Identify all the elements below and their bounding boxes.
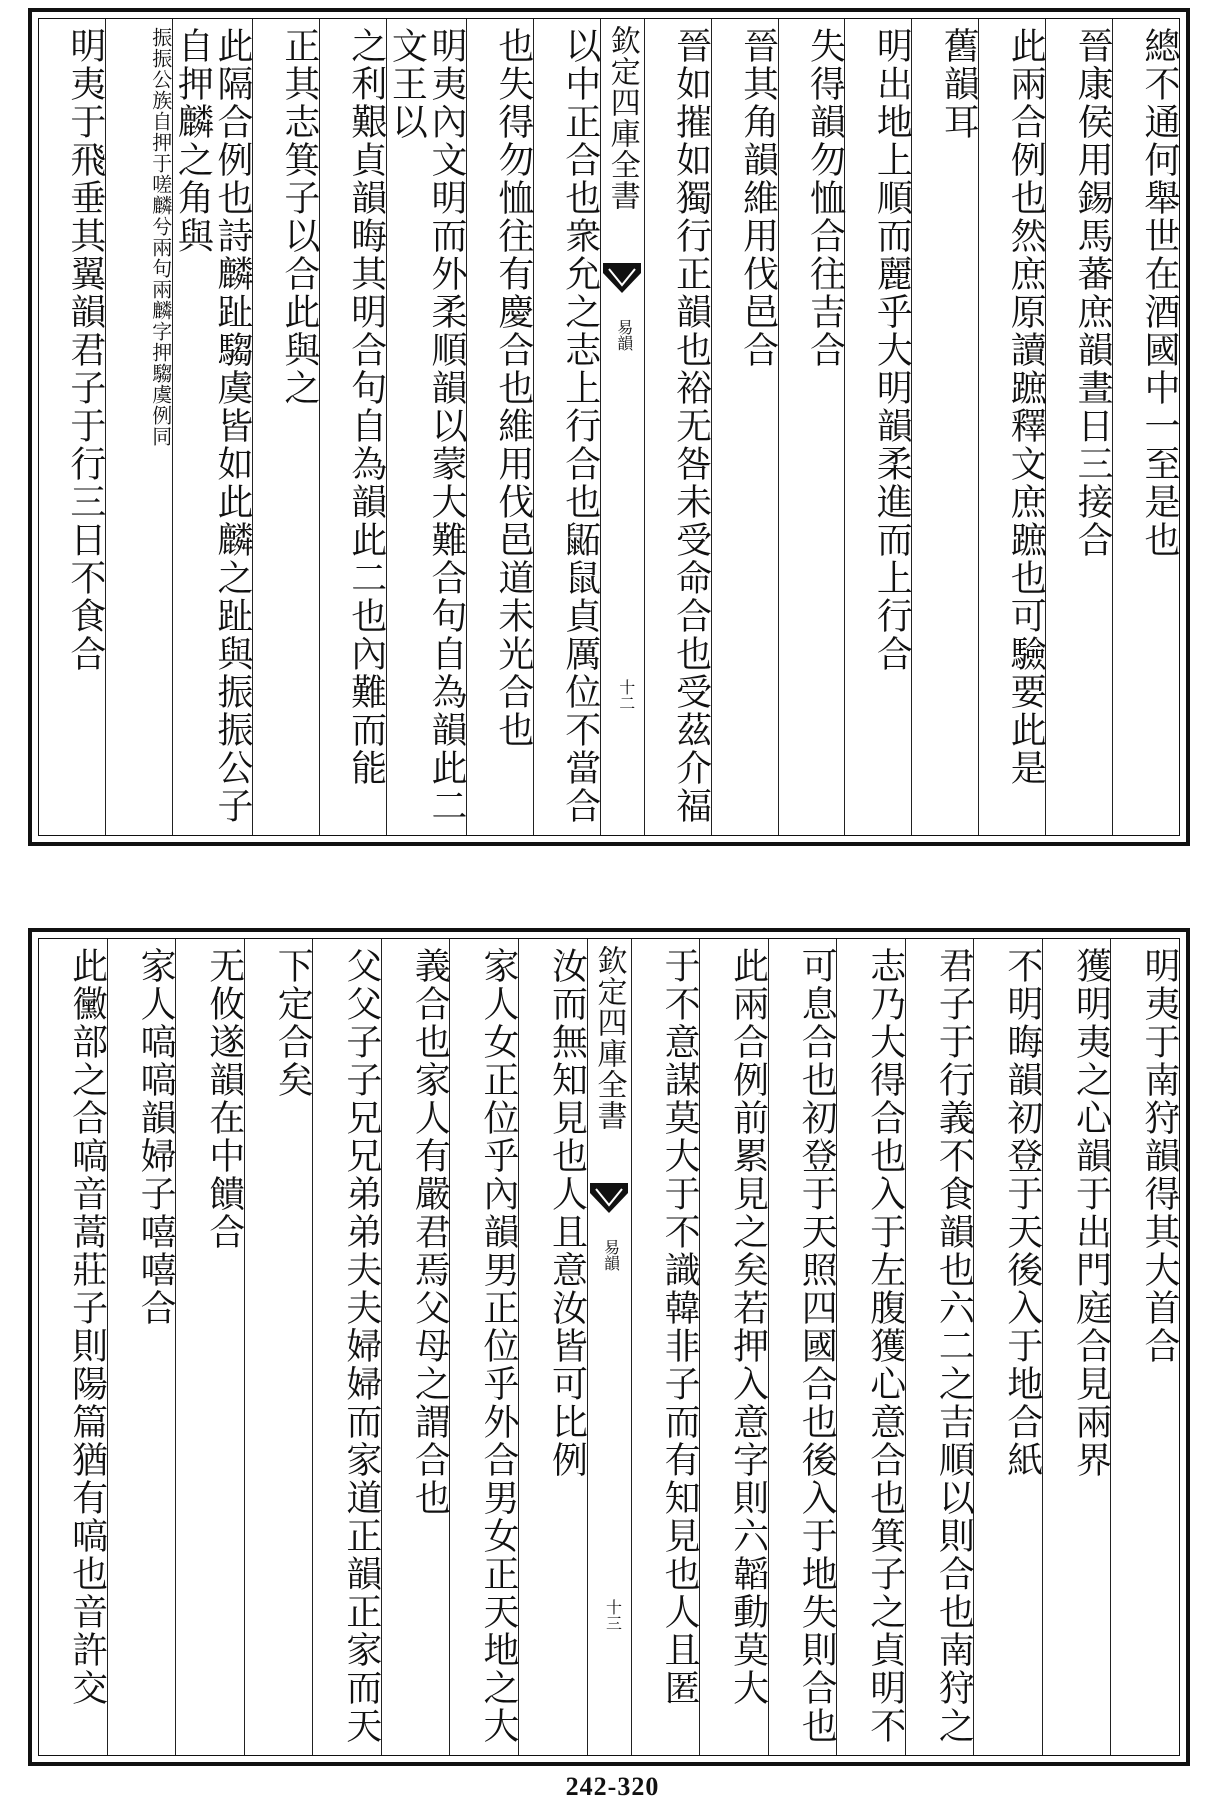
fish-tail-mark-icon xyxy=(590,1183,628,1217)
text-column xyxy=(768,939,837,1755)
column-text: 明夷于飛垂其翼韻君子于行三日不食合 xyxy=(64,27,106,673)
text-column xyxy=(518,939,587,1755)
text-column xyxy=(312,939,381,1755)
column-text: 正其志箕子以合此與之 xyxy=(278,27,320,407)
book-name: 易韻 xyxy=(601,1239,621,1271)
text-column xyxy=(631,939,700,1755)
page-number: 十三 xyxy=(603,1599,623,1631)
column-text: 可息合也初登于天照四國合也後入于地失則合也 xyxy=(796,947,838,1745)
text-column xyxy=(778,19,845,835)
column-text: 之利艱貞韻晦其明合句自為韻此二也內難而能 xyxy=(345,27,387,787)
text-column xyxy=(711,19,778,835)
text-column xyxy=(1042,939,1111,1755)
book-title: 欽定四庫全書 xyxy=(604,25,640,211)
text-column xyxy=(39,939,107,1755)
text-column xyxy=(905,939,974,1755)
text-column xyxy=(911,19,978,835)
column-text: 此兩合例也然庶原讀蹠釋文庶蹠也可驗要此是 xyxy=(1005,27,1047,787)
column-text: 明夷內文明而外柔順韻以蒙大難合句自為韻此二文王以 xyxy=(386,27,467,825)
text-column xyxy=(973,939,1042,1755)
column-text: 无攸遂韻在中饋合 xyxy=(203,947,245,1251)
text-column xyxy=(533,19,600,835)
text-column xyxy=(39,19,105,835)
text-column xyxy=(386,19,466,835)
column-text: 晉康侯用錫馬蕃庶韻晝日三接合 xyxy=(1072,27,1114,559)
text-column xyxy=(381,939,450,1755)
column-text: 家人嗃嗃韻婦子嘻嘻合 xyxy=(135,947,177,1327)
book-name: 易韻 xyxy=(614,319,634,351)
page-columns-top xyxy=(38,18,1180,836)
column-text: 舊韻耳 xyxy=(938,27,980,141)
annotation-column xyxy=(105,19,172,835)
page-code: 242-320 xyxy=(565,1772,660,1801)
column-text: 于不意謀莫大于不識韓非子而有知見也人且匿 xyxy=(659,947,701,1707)
column-text: 明出地上順而麗乎大明韻柔進而上行合 xyxy=(871,27,913,673)
page-panel-top xyxy=(28,8,1190,846)
column-text: 明夷于南狩韻得其大首合 xyxy=(1139,947,1180,1365)
text-column xyxy=(836,939,905,1755)
column-text: 父父子子兄兄弟弟夫夫婦婦而家道正韻正家而天 xyxy=(340,947,382,1745)
fish-tail-mark-icon xyxy=(603,263,641,297)
text-column xyxy=(319,19,386,835)
column-text: 此兩合例前累見之矣若押入意字則六韜動莫大 xyxy=(727,947,769,1707)
column-text: 晉如摧如獨行正韻也裕无咎未受命合也受茲介福 xyxy=(670,27,712,825)
text-column xyxy=(978,19,1045,835)
column-text: 總不通何舉世在酒國中一至是也 xyxy=(1139,27,1180,559)
page-panel-bottom xyxy=(28,928,1190,1766)
page-columns-bottom xyxy=(38,938,1180,1756)
column-text: 下定合矣 xyxy=(272,947,314,1099)
text-column xyxy=(175,939,244,1755)
text-column xyxy=(244,939,313,1755)
column-text: 晉其角韻維用伐邑合 xyxy=(737,27,779,369)
text-column xyxy=(1045,19,1112,835)
text-column xyxy=(699,939,768,1755)
text-column xyxy=(449,939,518,1755)
text-column xyxy=(644,19,711,835)
column-text: 獲明夷之心韻于出門庭合見兩界 xyxy=(1070,947,1112,1479)
text-column xyxy=(1110,939,1179,1755)
text-column xyxy=(252,19,319,835)
column-text: 君子于行義不食韻也六二之吉順以則合也南狩之 xyxy=(933,947,975,1745)
text-column xyxy=(1112,19,1179,835)
column-text: 志乃大得合也入于左腹獲心意合也箕子之貞明不 xyxy=(864,947,906,1745)
center-banner-top xyxy=(600,19,644,835)
column-text: 也失得勿恤往有慶合也維用伐邑道未光合也 xyxy=(492,27,534,749)
column-text: 此黴部之合嗃音蒿莊子則陽篇猶有嗃也音許交 xyxy=(66,947,108,1707)
text-column xyxy=(107,939,176,1755)
column-text: 以中正合也衆允之志上行合也鼫鼠貞厲位不當合 xyxy=(559,27,601,825)
column-text: 家人女正位乎內韻男正位乎外合男女正天地之大 xyxy=(477,947,519,1745)
page-number: 十二 xyxy=(616,679,636,711)
column-text: 振振公族自押于嗟麟兮兩句兩麟字押騶虞例同 xyxy=(148,27,173,447)
column-text: 汝而無知見也人且意汝皆可比例 xyxy=(546,947,588,1479)
book-title: 欽定四庫全書 xyxy=(591,945,627,1131)
column-text: 此隔合例也詩麟趾騶虞皆如此麟之趾與振振公子自押麟之角與 xyxy=(172,27,253,825)
column-text: 義合也家人有嚴君焉父母之謂合也 xyxy=(409,947,451,1517)
center-banner-bottom xyxy=(587,939,631,1755)
text-column xyxy=(844,19,911,835)
column-text: 失得韻勿恤合往吉合 xyxy=(804,27,846,369)
text-column xyxy=(466,19,533,835)
text-column xyxy=(172,19,252,835)
column-text: 不明晦韻初登于天後入于地合紙 xyxy=(1001,947,1043,1479)
